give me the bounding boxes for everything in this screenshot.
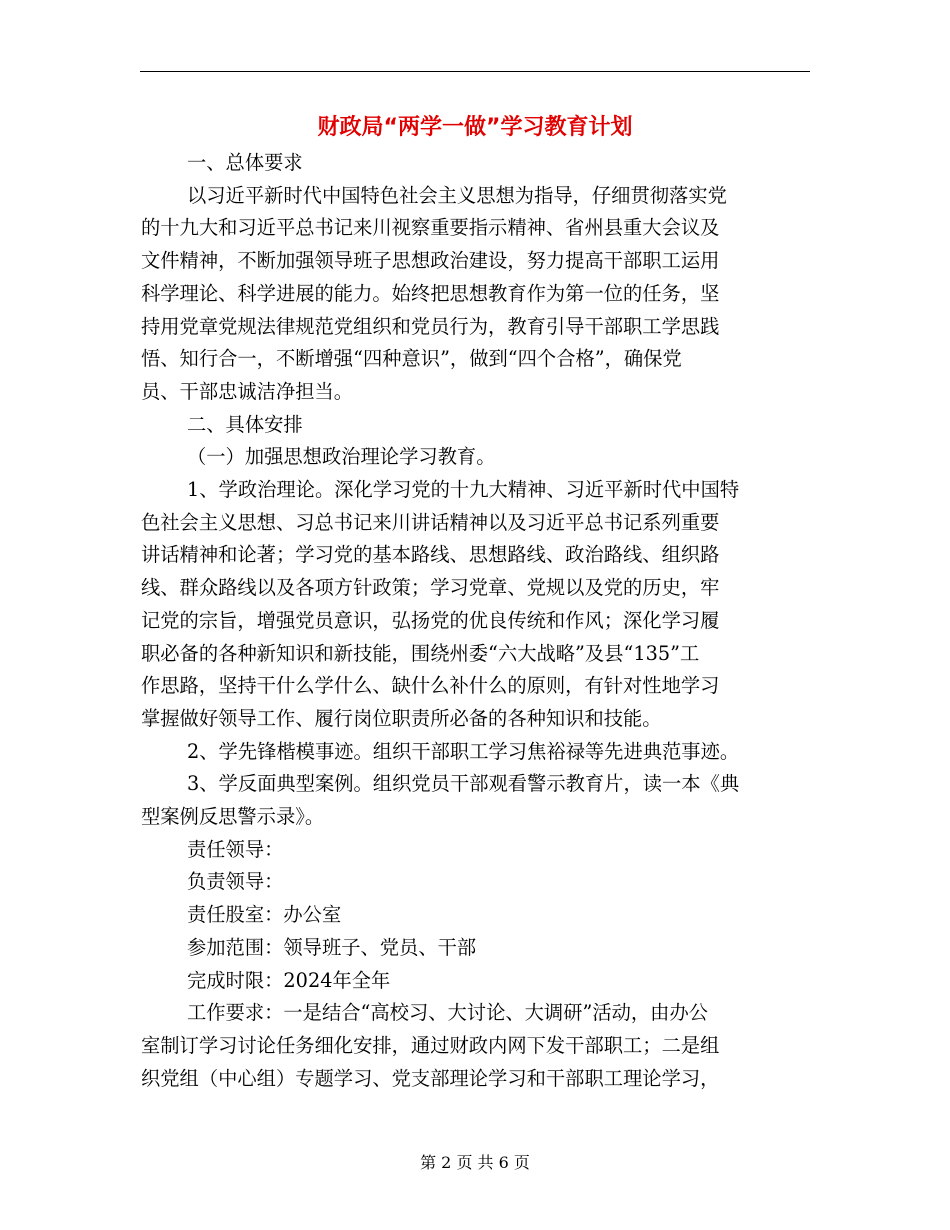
body-line: 二、具体安排 bbox=[187, 412, 303, 436]
body-line: 工作要求：一是结合“高校习、大讨论、大调研”活动，由办公 bbox=[187, 1001, 709, 1025]
body-line: 型案例反思警示录》。 bbox=[141, 805, 325, 829]
body-line: 3、学反面典型案例。组织党员干部观看警示教育片，读一本《典 bbox=[187, 772, 740, 796]
body-line: 职必备的各种新知识和新技能，围绕州委“六大战略”及县“135”工 bbox=[141, 641, 700, 665]
body-line: 责任股室：办公室 bbox=[187, 903, 342, 927]
body-line: 2、学先锋楷模事迹。组织干部职工学习焦裕禄等先进典范事迹。 bbox=[187, 739, 740, 763]
body-line: 讲话精神和论著；学习党的基本路线、思想路线、政治路线、组织路 bbox=[141, 543, 720, 567]
body-line: 持用党章党规法律规范党组织和党员行为，教育引导干部职工学思践 bbox=[141, 314, 720, 338]
body-line: 一、总体要求 bbox=[187, 151, 303, 174]
body-line: 负责领导： bbox=[187, 870, 284, 894]
body-line: 掌握做好领导工作、履行岗位职责所必备的各种知识和技能。 bbox=[141, 706, 662, 730]
body-line: 的十九大和习近平总书记来川视察重要指示精神、省州县重大会议及 bbox=[141, 216, 720, 240]
body-line: 以习近平新时代中国特色社会主义思想为指导，仔细贯彻落实党 bbox=[187, 183, 727, 207]
page-number: 第 2 页 共 6 页 bbox=[420, 1153, 530, 1172]
body-line: 色社会主义思想、习总书记来川讲话精神以及习近平总书记系列重要 bbox=[141, 510, 720, 534]
body-line: 作思路，坚持干什么学什么、缺什么补什么的原则，有针对性地学习 bbox=[141, 674, 720, 698]
document-body bbox=[141, 147, 811, 1095]
body-line: 参加范围：领导班子、党员、干部 bbox=[187, 935, 477, 959]
body-line: 1、学政治理论。深化学习党的十九大精神、习近平新时代中国特 bbox=[187, 478, 740, 502]
document-title: 财政局“两学一做”学习教育计划 bbox=[317, 115, 633, 140]
body-line: 室制订学习讨论任务细化安排，通过财政内网下发干部职工；二是组 bbox=[141, 1033, 720, 1057]
body-line: （一）加强思想政治理论学习教育。 bbox=[187, 445, 496, 469]
body-line: 文件精神，不断加强领导班子思想政治建设，努力提高干部职工运用 bbox=[141, 249, 720, 273]
header-rule bbox=[140, 71, 810, 72]
body-line: 科学理论、科学进展的能力。始终把思想教育作为第一位的任务，坚 bbox=[141, 281, 720, 305]
body-line: 完成时限：2024年全年 bbox=[187, 968, 391, 992]
body-line: 记党的宗旨，增强党员意识，弘扬党的优良传统和作风；深化学习履 bbox=[141, 608, 720, 632]
body-line: 责任领导： bbox=[187, 837, 284, 861]
body-line: 线、群众路线以及各项方针政策；学习党章、党规以及党的历史，牢 bbox=[141, 576, 720, 600]
body-line: 悟、知行合一，不断增强“四种意识”，做到“四个合格”，确保党 bbox=[141, 347, 682, 371]
body-line: 员、干部忠诚洁净担当。 bbox=[141, 379, 354, 403]
body-line: 织党组（中心组）专题学习、党支部理论学习和干部职工理论学习， bbox=[141, 1066, 720, 1090]
